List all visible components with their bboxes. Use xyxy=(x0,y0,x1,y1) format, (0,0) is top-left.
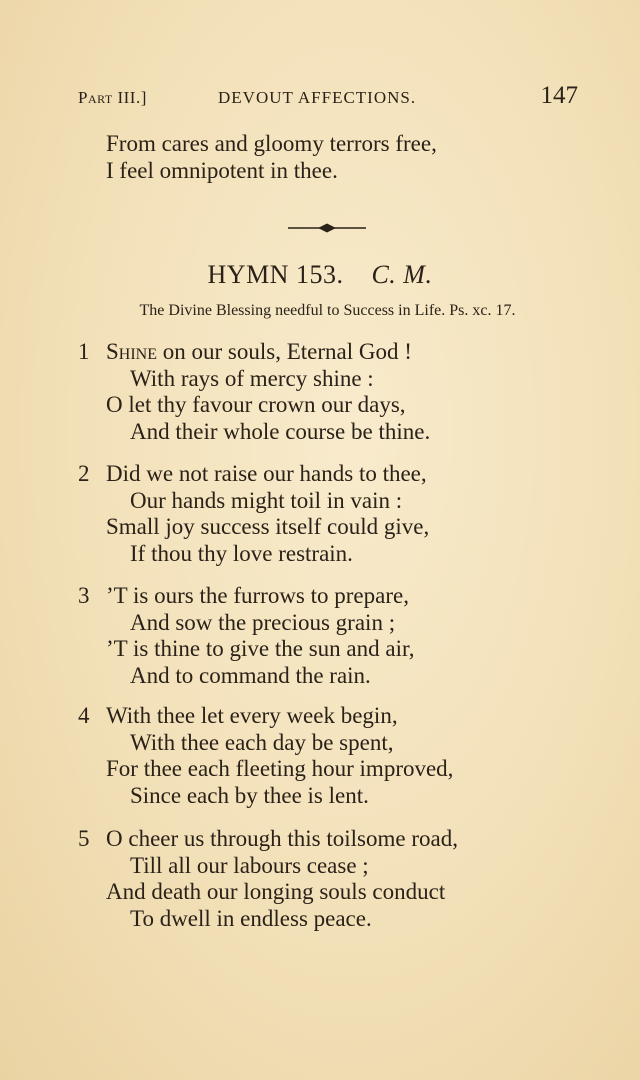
continuation-line: From cares and gloomy terrors free, xyxy=(106,131,437,156)
stanza-4 xyxy=(78,703,453,810)
first-line-rest: on our souls, Eternal God ! xyxy=(157,339,412,364)
verse-line xyxy=(78,583,414,610)
hymn-meter: C. M. xyxy=(371,260,433,289)
verse-line: Our hands might toil in vain : xyxy=(130,487,403,513)
first-word-small-caps: Shine xyxy=(106,339,158,364)
stanza-2 xyxy=(78,461,429,568)
first-line: ’T is ours the furrows to prepare, xyxy=(106,583,409,608)
verse-line: To dwell in endless peace. xyxy=(130,906,372,932)
verse-line: O let thy favour crown our days, xyxy=(106,392,406,418)
stanza-number: 4 xyxy=(78,703,90,728)
stanza-number: 2 xyxy=(78,461,90,486)
verse-line: If thou thy love restrain. xyxy=(130,541,353,567)
verse-line: For thee each fleeting hour improved, xyxy=(106,756,454,782)
first-line: With thee let every week begin, xyxy=(106,703,398,728)
verse-line: And death our longing souls conduct xyxy=(106,879,446,905)
verse-line xyxy=(78,461,429,488)
page-number: 147 xyxy=(540,82,578,109)
stanza-1 xyxy=(78,339,430,446)
verse-line: Since each by thee is lent. xyxy=(130,783,369,809)
verse-line: And their whole course be thine. xyxy=(130,419,431,445)
hymn-number: HYMN 153. xyxy=(207,260,344,289)
verse-line: Till all our labours cease ; xyxy=(130,852,369,878)
hymn-title xyxy=(0,260,640,290)
stanza-number: 5 xyxy=(78,826,90,851)
verse-line: With thee each day be spent, xyxy=(130,729,394,755)
verse-line: Small joy success itself could give, xyxy=(106,514,430,540)
verse-line xyxy=(78,703,453,730)
verse-line xyxy=(78,339,430,366)
first-line: Did we not raise our hands to thee, xyxy=(106,461,427,486)
running-title: DEVOUT AFFECTIONS. xyxy=(218,88,417,107)
stanza-number: 1 xyxy=(78,339,90,364)
verse-line xyxy=(78,826,458,853)
verse-line: And sow the precious grain ; xyxy=(130,609,396,635)
verse-line: ’T is thine to give the sun and air, xyxy=(106,636,415,662)
first-line: O cheer us through this toilsome road, xyxy=(106,826,458,851)
part-label: Part III.] xyxy=(78,88,147,107)
stanza-3 xyxy=(78,583,414,690)
section-divider-ornament xyxy=(288,222,366,234)
hymn-subtitle: The Divine Blessing needful to Success in Life. Ps. xc. 17. xyxy=(139,302,516,319)
verse-line: And to command the rain. xyxy=(130,663,371,689)
running-header xyxy=(78,84,578,114)
previous-hymn-ending xyxy=(106,130,437,184)
verse-line: With rays of mercy shine : xyxy=(130,365,374,391)
continuation-line: I feel omnipotent in thee. xyxy=(106,158,338,183)
stanza-number: 3 xyxy=(78,583,90,608)
stanza-5 xyxy=(78,826,458,933)
